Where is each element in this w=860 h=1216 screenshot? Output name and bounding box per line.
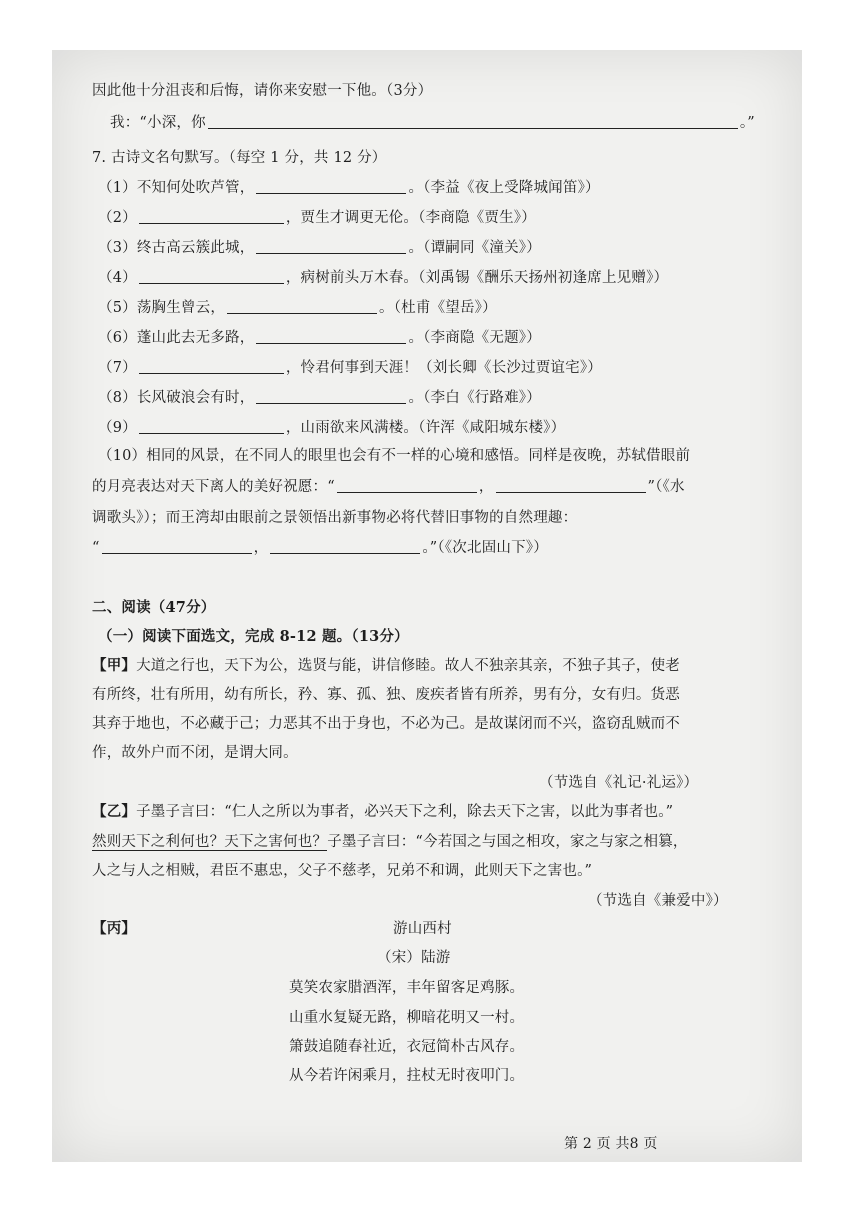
answer-blank[interactable] [256,388,406,404]
page-number: 第 2 页 共8 页 [564,1136,658,1152]
passage-yi-line2: 然则天下之利何也？天下之害何也？子墨子言曰：“今若国之与国之相攻，家之与家之相篡， [92,834,688,850]
q7-item-10-line2: 的月亮表达对天下离人的美好祝愿：“ ， ”（《水 [92,479,685,495]
passage-tag-bing: 【丙】 [92,920,137,937]
answer-blank[interactable] [102,538,252,554]
answer-blank[interactable] [139,208,284,224]
answer-blank[interactable] [256,238,406,254]
q7-item-10-line4: “ ， 。”（《次北固山下》） [92,540,548,556]
q7-item-9: （9） ，山雨欲来风满楼。（许浑《咸阳城东楼》） [98,420,566,436]
q7-item-10-line3: 调歌头》）；而王湾却由眼前之景领悟出新事物必将代替旧事物的自然理趣： [92,510,578,526]
answer-blank[interactable] [139,358,284,374]
underlined-sentence: 然则天下之利何也？天下之害何也？ [92,834,328,850]
answer-blank[interactable] [496,477,646,493]
answer-blank[interactable] [256,178,406,194]
passage-jia-line2: 有所终，壮有所用，幼有所长，矜、寡、孤、独、废疾者皆有所养，男有分，女有归。货恶 [92,687,680,703]
exam-page [52,50,802,1162]
poem-line-2: 山重水复疑无路，柳暗花明又一村。 [289,1010,525,1026]
poem-line-3: 箫鼓追随春社近，衣冠简朴古风存。 [289,1039,525,1055]
q6-instruction: 因此他十分沮丧和后悔，请你来安慰一下他。（3分） [92,83,433,99]
passage-yi-line1: 【乙】子墨子言曰：“仁人之所以为事者，必兴天下之利，除去天下之害，以此为事者也。” [92,803,674,820]
q7-item-6: （6）蓬山此去无多路， 。（李商隐《无题》） [98,330,541,346]
answer-blank[interactable] [337,477,477,493]
answer-blank[interactable] [139,268,284,284]
passage-jia-line4: 作，故外户而不闭，是谓大同。 [92,745,298,761]
q7-item-2: （2） ，贾生才调更无伦。（李商隐《贾生》） [98,210,536,226]
passage-yi-source: （节选自《兼爱中》） [588,893,728,909]
poem-line-1: 莫笑农家腊酒浑，丰年留客足鸡豚。 [289,980,525,996]
q7-item-10-line1: （10）相同的风景，在不同人的眼里也会有不一样的心境和感悟。同样是夜晚，苏轼借眼前 [98,448,691,464]
answer-blank[interactable] [270,538,420,554]
q7-item-8: （8）长风破浪会有时， 。（李白《行路难》） [98,390,541,406]
poem-title: 游山西村 [393,921,452,937]
q7-item-7: （7） ，怜君何事到天涯！（刘长卿《长沙过贾谊宅》） [98,360,602,376]
q7-header: 7. 古诗文名句默写。（每空 1 分，共 12 分） [92,150,387,166]
answer-blank[interactable] [139,418,284,434]
passage-tag-jia: 【甲】 [92,657,137,674]
passage-yi-line3: 人之与人之相贼，君臣不惠忠，父子不慈孝，兄弟不和调，此则天下之害也。” [92,863,593,879]
answer-blank[interactable] [256,328,406,344]
poem-author: （宋）陆游 [377,950,451,966]
q7-item-1: （1）不知何处吹芦管， 。（李益《夜上受降城闻笛》） [98,180,600,196]
q7-item-3: （3）终古高云簇此城， 。（谭嗣同《潼关》） [98,240,541,256]
passage-tag-yi: 【乙】 [92,803,137,820]
answer-blank[interactable] [227,298,377,314]
passage-jia-source: （节选自《礼记·礼运》） [539,775,699,791]
subsection-title: （一）阅读下面选文，完成 8-12 题。（13分） [98,628,409,645]
answer-blank[interactable] [208,113,738,129]
q7-item-4: （4） ，病树前头万木春。（刘禹锡《酬乐天扬州初逢席上见赠》） [98,270,669,286]
q7-item-5: （5）荡胸生曾云， 。（杜甫《望岳》） [98,300,497,316]
passage-jia-line3: 其弃于地也，不必藏于己；力恶其不出于身也，不必为己。是故谋闭而不兴，盗窃乱贼而不 [92,716,680,732]
poem-line-4: 从今若许闲乘月，拄杖无时夜叩门。 [289,1068,525,1084]
q6-answer-line: 我：“小深，你 。” [110,115,755,131]
passage-jia-line1: 【甲】大道之行也，天下为公，选贤与能，讲信修睦。故人不独亲其亲，不独子其子，使老 [92,657,681,674]
section-title-reading: 二、阅读（47分） [92,599,216,616]
